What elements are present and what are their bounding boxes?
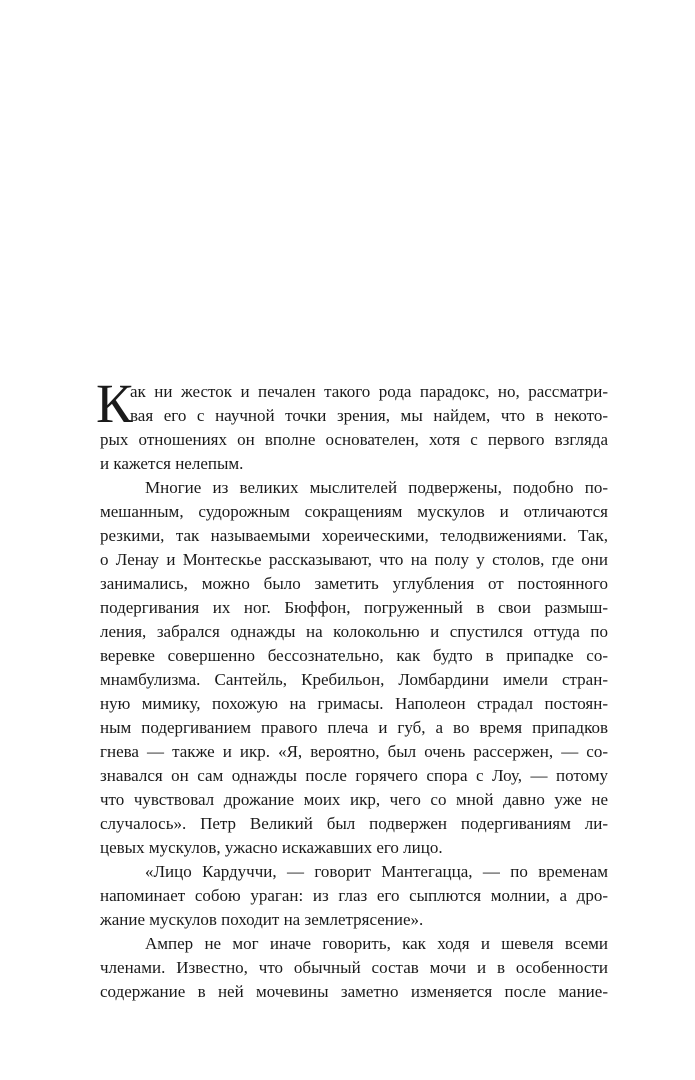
text-line: вая его с научной точки зрения, мы найдем, что в некото- <box>130 406 608 425</box>
text-line: Многие из великих мыслителей подвержены, подобно по- <box>145 478 608 497</box>
text-line: содержание в ней мочевины заметно изменяется после мание- <box>100 982 608 1001</box>
text-line: «Лицо Кардуччи, — говорит Мантегацца, — по временам <box>145 862 608 881</box>
text-line: рых отношениях он вполне основателен, хотя с первого взгляда <box>100 430 608 449</box>
text-line: веревке совершенно бессознательно, как будто в припадке со- <box>100 646 608 665</box>
text-line: цевых мускулов, ужасно искажавших его лицо. <box>100 838 443 857</box>
text-line: и кажется нелепым. <box>100 454 244 473</box>
text-line: напоминает собою ураган: из глаз его сыплются молнии, а дро- <box>100 886 608 905</box>
drop-cap: К <box>96 373 133 434</box>
text-line: ления, забрался однажды на колокольню и спустился оттуда по <box>100 622 608 641</box>
text-line: мешанным, судорожным сокращениям мускулов и отличаются <box>100 502 608 521</box>
text-line: знавался он сам однажды после горячего спора с Лоу, — потому <box>100 766 608 785</box>
text-line: о Ленау и Монтескье рассказывают, что на полу у столов, где они <box>100 550 608 569</box>
text-line: жание мускулов походит на землетрясение». <box>100 910 424 929</box>
text-line: ную мимику, похожую на гримасы. Наполеон страдал постоян- <box>100 694 608 713</box>
body-text <box>96 373 608 1004</box>
text-line: случалось». Петр Великий был подвержен подергиваниям ли- <box>100 814 608 833</box>
text-line: Ампер не мог иначе говорить, как ходя и шевеля всеми <box>145 934 608 953</box>
text-line: занимались, можно было заметить углубления от постоянного <box>100 574 608 593</box>
text-line: мнамбулизма. Сантейль, Кребильон, Ломбардини имели стран- <box>100 670 608 689</box>
text-line: подергивания их ног. Бюффон, погруженный в свои размыш- <box>100 598 608 617</box>
text-line: членами. Известно, что обычный состав мочи и в особенности <box>100 958 608 977</box>
text-line: резкими, так называемыми хореическими, телодвижениями. Так, <box>100 526 608 545</box>
text-line: ак ни жесток и печален такого рода парадокс, но, рассматри- <box>130 382 608 401</box>
text-line: ным подергиванием правого плеча и губ, а во время припадков <box>100 718 608 737</box>
text-line: что чувствовал дрожание моих икр, чего со мной давно уже не <box>100 790 608 809</box>
text-line: гнева — также и икр. «Я, вероятно, был очень рассержен, — со- <box>100 742 608 761</box>
